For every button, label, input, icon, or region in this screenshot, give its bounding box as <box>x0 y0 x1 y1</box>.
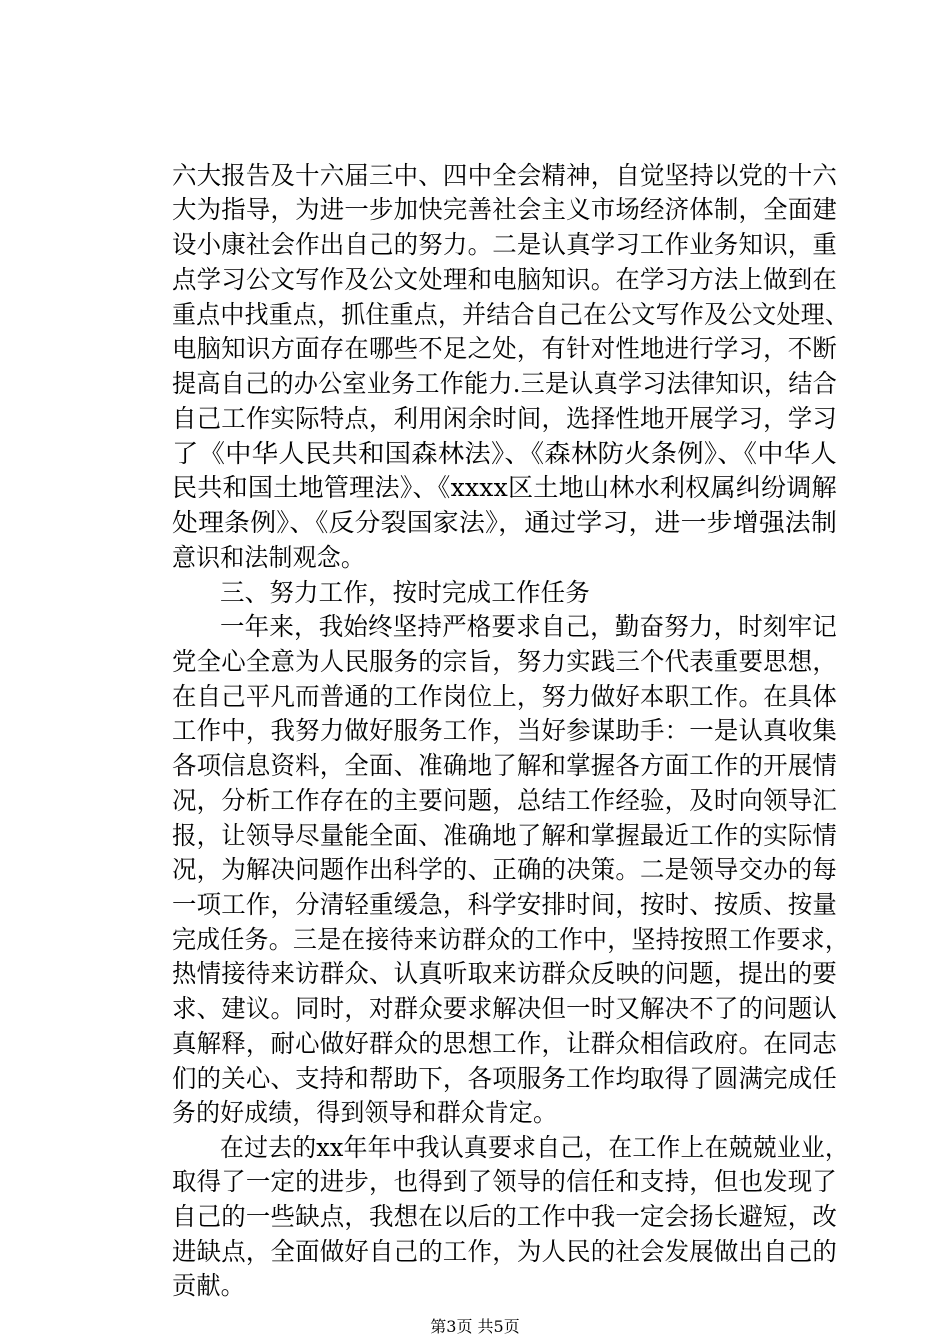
text-line: 设小康社会作出自己的努力。二是认真学习工作业务知识，重 <box>172 230 838 259</box>
text-line: 一年来，我始终坚持严格要求自己，勤奋努力，时刻牢记 <box>220 612 837 641</box>
text-line: 民共和国土地管理法》、《xxxx区土地山林水利权属纠纷调解 <box>172 473 837 502</box>
text-line: 务的好成绩，得到领导和群众肯定。 <box>172 1098 558 1127</box>
text-line: 六大报告及十六届三中、四中全会精神，自觉坚持以党的十六 <box>172 161 838 190</box>
text-line: 取得了一定的进步，也得到了领导的信任和支持，但也发现了 <box>172 1167 838 1196</box>
text-line: 一项工作，分清轻重缓急，科学安排时间，按时、按质、按量 <box>172 890 838 919</box>
text-line: 重点中找重点，抓住重点，并结合自己在公文写作及公文处理、 <box>172 300 850 329</box>
text-line: 热情接待来访群众、认真听取来访群众反映的问题，提出的要 <box>172 959 838 988</box>
text-line: 进缺点，全面做好自己的工作，为人民的社会发展做出自己的 <box>172 1237 838 1266</box>
text-line: 况，分析工作存在的主要问题，总结工作经验，及时向领导汇 <box>172 786 838 815</box>
text-line: 完成任务。三是在接待来访群众的工作中，坚持按照工作要求， <box>172 925 850 954</box>
text-line: 自己工作实际特点，利用闲余时间，选择性地开展学习，学习 <box>172 404 838 433</box>
text-line: 意识和法制观念。 <box>172 543 366 572</box>
section-heading: 三、努力工作，按时完成工作任务 <box>220 578 591 607</box>
page-number: 第3页 共5页 <box>430 1317 520 1336</box>
text-line: 了《中华人民共和国森林法》、《森林防火条例》、《中华人 <box>172 439 838 468</box>
text-line: 真解释，耐心做好群众的思想工作，让群众相信政府。在同志 <box>172 1029 838 1058</box>
text-line: 点学习公文写作及公文处理和电脑知识。在学习方法上做到在 <box>172 265 838 294</box>
text-line: 况，为解决问题作出科学的、正确的决策。二是领导交办的每 <box>172 855 838 884</box>
text-line: 求、建议。同时，对群众要求解决但一时又解决不了的问题认 <box>172 994 838 1023</box>
text-line: 在过去的xx年年中我认真要求自己，在工作上在兢兢业业， <box>220 1133 849 1162</box>
text-line: 在自己平凡而普通的工作岗位上，努力做好本职工作。在具体 <box>172 682 838 711</box>
text-line: 处理条例》、《反分裂国家法》，通过学习，进一步增强法制 <box>172 508 838 537</box>
text-line: 们的关心、支持和帮助下，各项服务工作均取得了圆满完成任 <box>172 1064 838 1093</box>
text-line: 党全心全意为人民服务的宗旨，努力实践三个代表重要思想， <box>172 647 838 676</box>
text-line: 电脑知识方面存在哪些不足之处，有针对性地进行学习，不断 <box>172 334 838 363</box>
text-line: 贡献。 <box>172 1271 246 1300</box>
text-line: 各项信息资料，全面、准确地了解和掌握各方面工作的开展情 <box>172 751 838 780</box>
text-line: 工作中，我努力做好服务工作，当好参谋助手：一是认真收集 <box>172 716 838 745</box>
text-line: 提高自己的办公室业务工作能力.三是认真学习法律知识，结合 <box>172 369 838 398</box>
text-line: 大为指导，为进一步加快完善社会主义市场经济体制，全面建 <box>172 195 838 224</box>
text-line: 自己的一些缺点，我想在以后的工作中我一定会扬长避短，改 <box>172 1202 838 1231</box>
text-line: 报，让领导尽量能全面、准确地了解和掌握最近工作的实际情 <box>172 821 838 850</box>
